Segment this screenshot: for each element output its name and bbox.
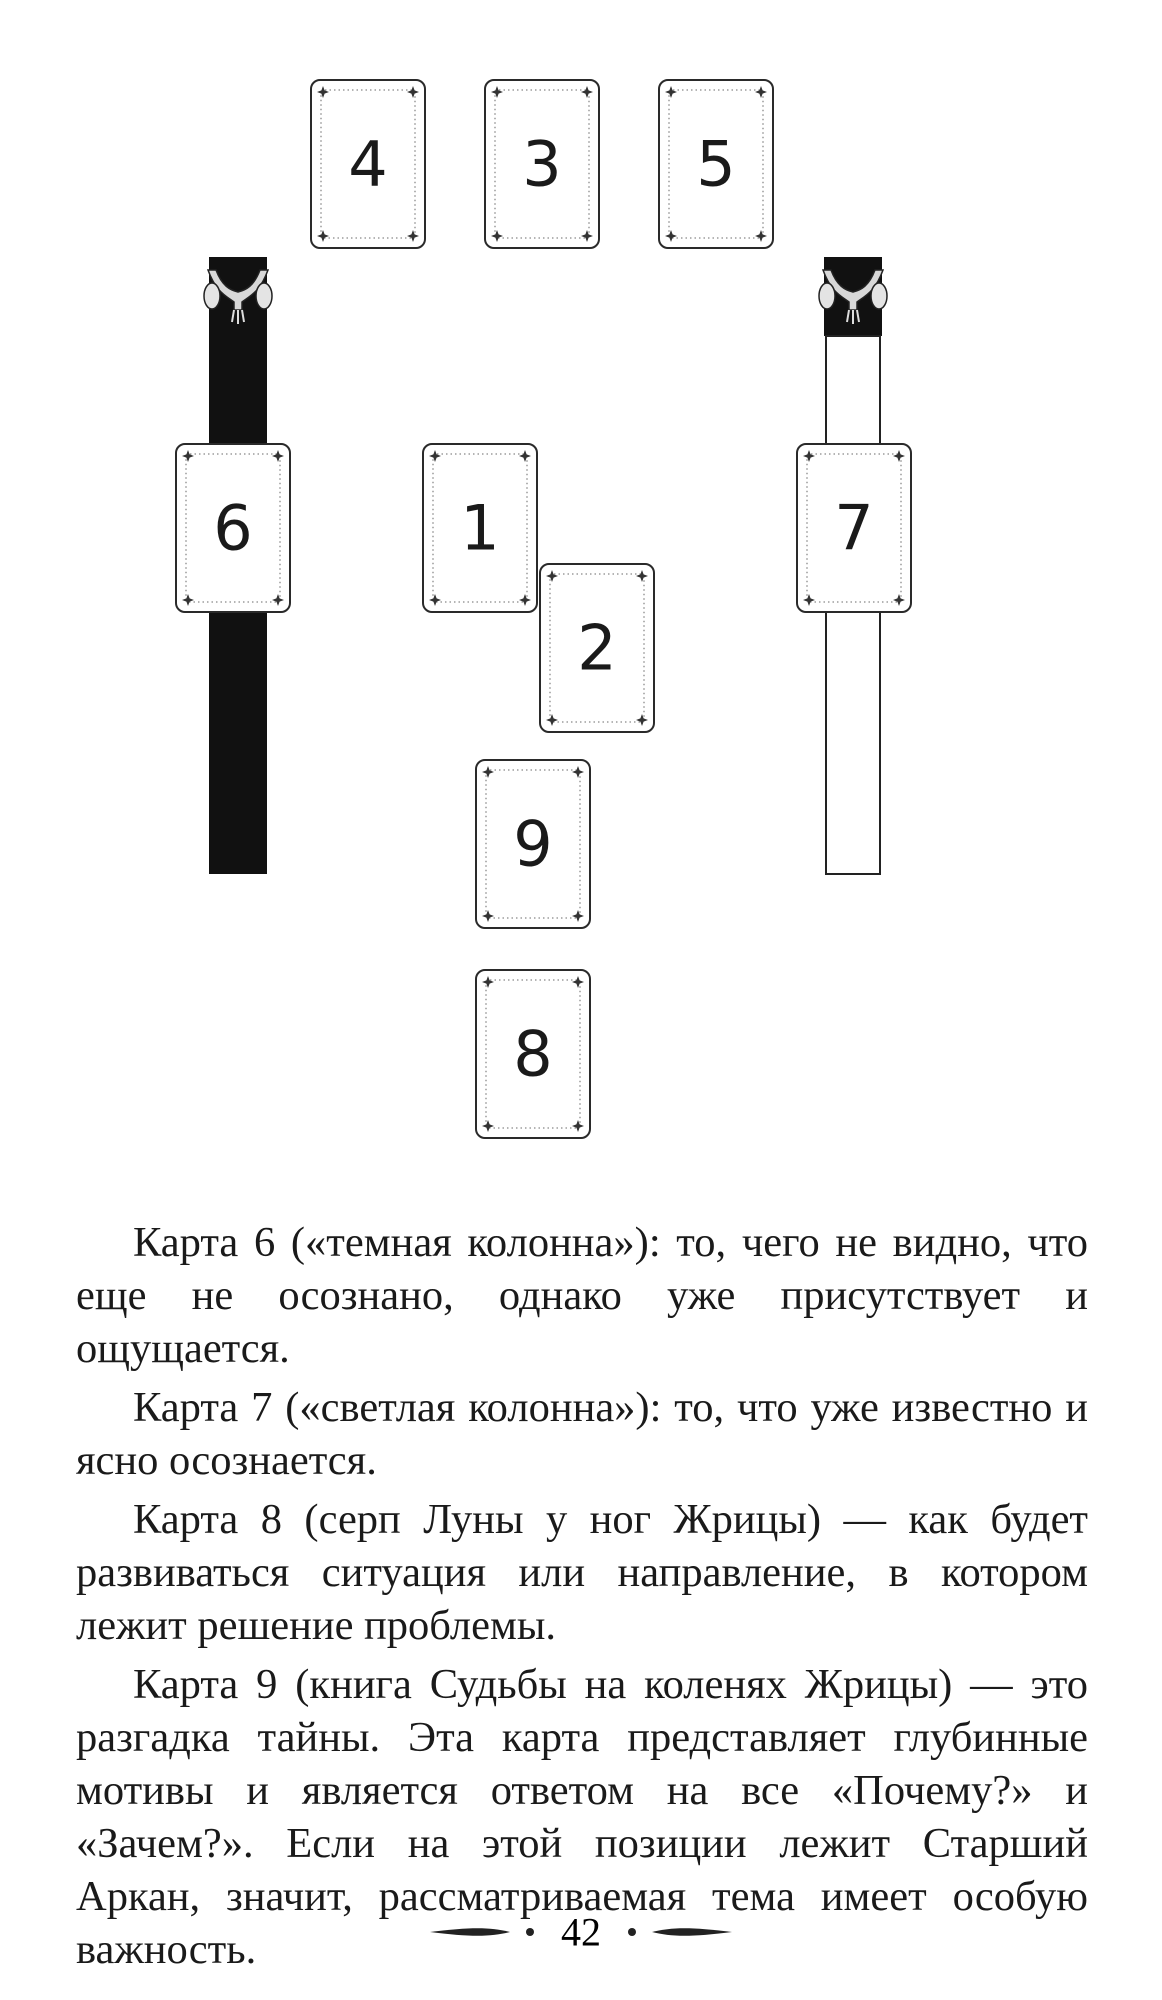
card-1-number: 1 bbox=[460, 491, 500, 565]
paragraph-card-8: Карта 8 (серп Луны у ног Жрицы) — как будет развиваться ситуация или направление, в котором лежит решение проблемы. bbox=[76, 1496, 1088, 1649]
card-3-number: 3 bbox=[522, 127, 562, 201]
card-5 bbox=[659, 80, 773, 248]
card-2-number: 2 bbox=[577, 611, 617, 685]
page-number: 42 bbox=[561, 1909, 601, 1955]
card-8 bbox=[476, 970, 590, 1138]
paragraph-card-7: Карта 7 («светлая колонна»): то, что уже известно и ясно осознается. bbox=[76, 1384, 1088, 1484]
card-8-number: 8 bbox=[513, 1017, 553, 1091]
footer-ornament bbox=[0, 1902, 1162, 1962]
card-6 bbox=[176, 444, 290, 612]
paragraph-card-9: Карта 9 (книга Судьбы на коленях Жрицы) — это разгадка тайны. Эта карта представляет глубинные мотивы и является ответом на все «Почему?» и «Зачем?». Если на этой позиции лежит Старший Аркан, значит, рассматриваемая тема имеет особую важность. bbox=[76, 1661, 1088, 1973]
ornament-left-icon bbox=[430, 1928, 510, 1936]
card-4-number: 4 bbox=[348, 127, 388, 201]
paragraph-card-6: Карта 6 («темная колонна»): то, чего не видно, что еще не осознано, однако уже присутствует и ощущается. bbox=[76, 1219, 1088, 1372]
body-text bbox=[76, 1216, 1088, 1982]
card-4 bbox=[311, 80, 425, 248]
page-footer bbox=[0, 1902, 1162, 1962]
card-7 bbox=[797, 444, 911, 612]
card-3 bbox=[485, 80, 599, 248]
card-9-number: 9 bbox=[513, 807, 553, 881]
card-1 bbox=[423, 444, 537, 612]
ornament-right-icon bbox=[652, 1928, 732, 1936]
card-6-number: 6 bbox=[213, 491, 253, 565]
ornament-right-dot-icon bbox=[628, 1928, 636, 1936]
card-2 bbox=[540, 564, 654, 732]
card-5-number: 5 bbox=[696, 127, 736, 201]
card-9 bbox=[476, 760, 590, 928]
card-7-number: 7 bbox=[834, 491, 874, 565]
ornament-left-dot-icon bbox=[526, 1928, 534, 1936]
